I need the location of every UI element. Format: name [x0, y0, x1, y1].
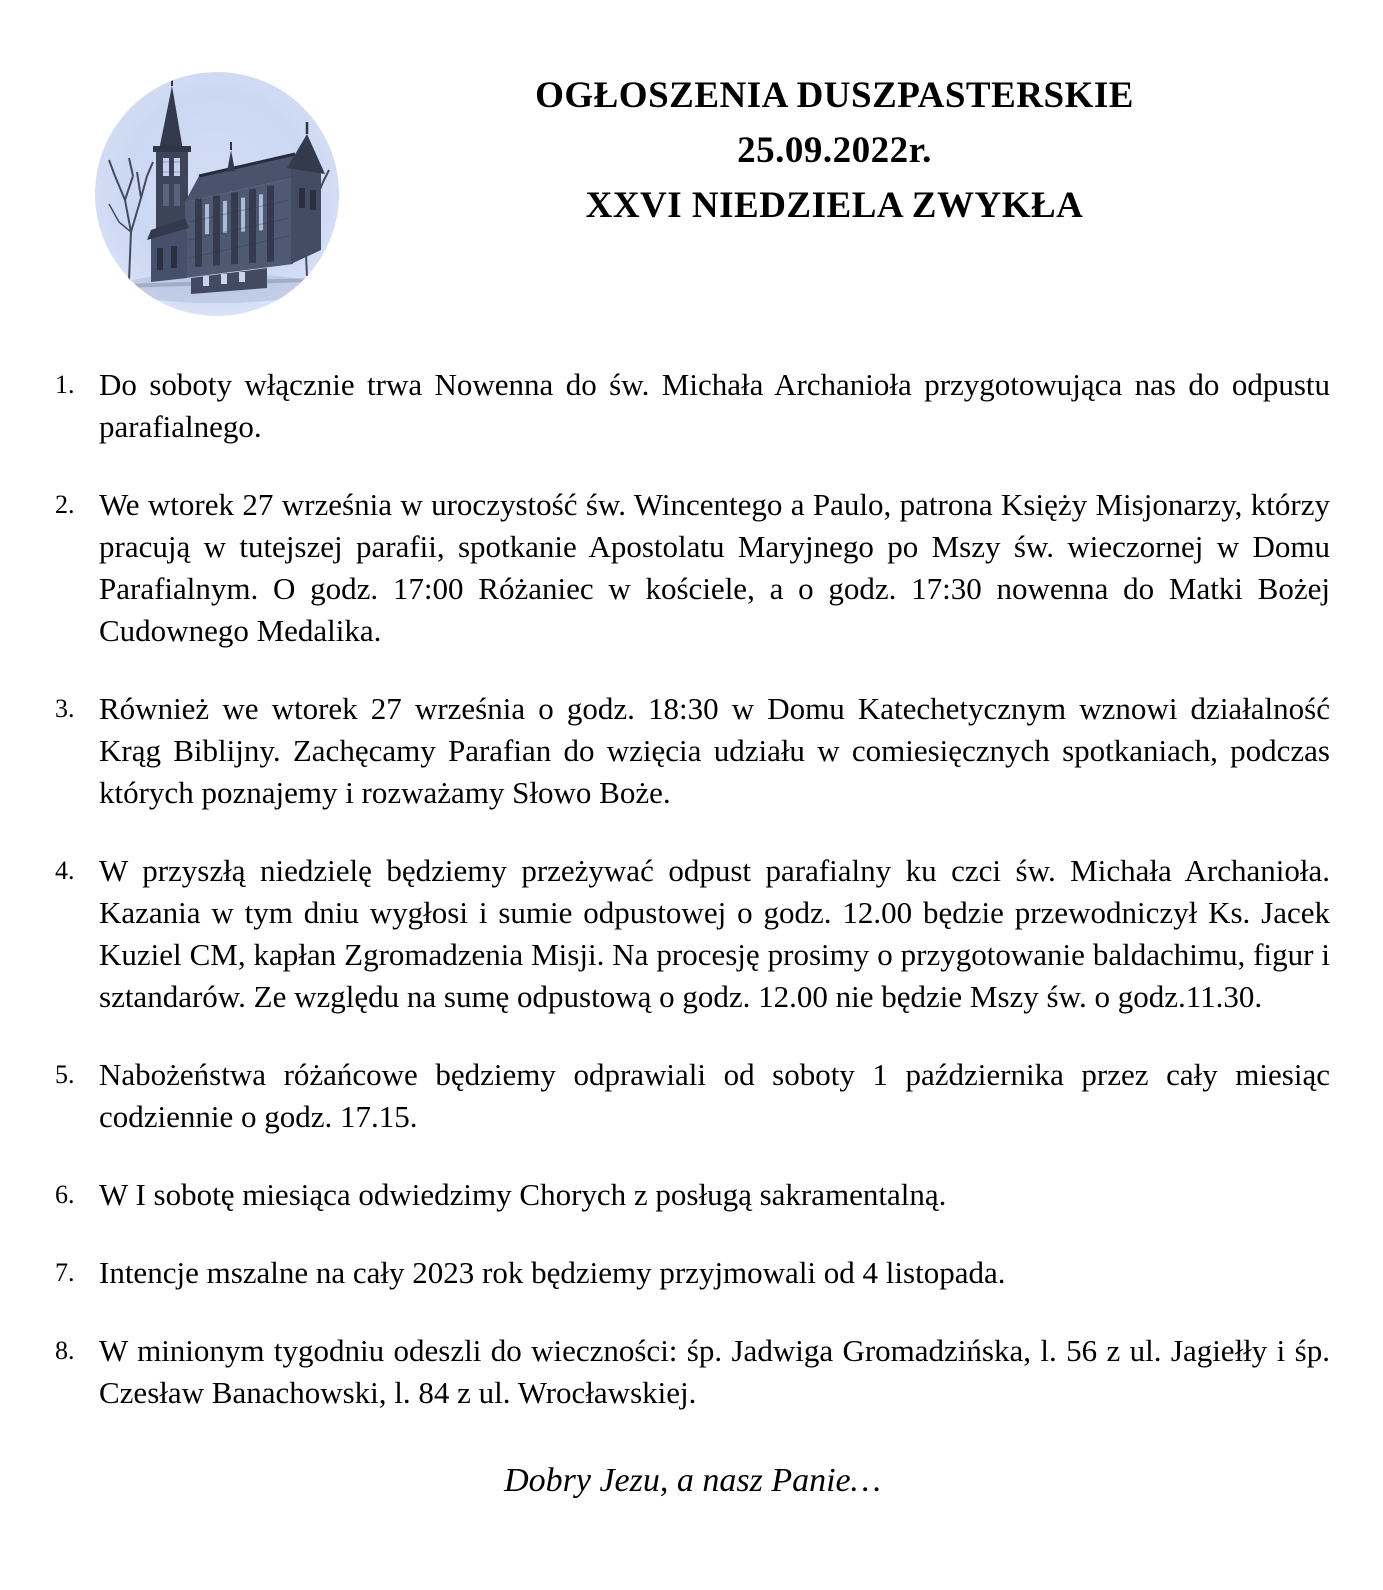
item-number: 4.	[55, 856, 75, 885]
item-text: Intencje mszalne na cały 2023 rok będziemy przyjmowali od 4 listopada.	[99, 1255, 1006, 1290]
church-engraving-image	[95, 72, 339, 316]
item-text: Również we wtorek 27 września o godz. 18:30 w Domu Katechetycznym wznowi działalność Krąg Biblijny. Zachęcamy Parafian do wzięcia udziału w comiesięcznych spotkaniach, podczas których poznajemy i rozważamy Słowo Boże.	[99, 691, 1330, 810]
item-number: 1.	[55, 370, 75, 399]
item-number: 5.	[55, 1060, 75, 1089]
closing-line: Dobry Jezu, a nasz Panie…	[504, 1462, 881, 1499]
item-number: 6.	[55, 1180, 75, 1209]
item-number: 3.	[55, 694, 75, 723]
item-number: 8.	[55, 1336, 75, 1365]
document-header	[55, 58, 1330, 316]
announcement-item-5	[55, 1054, 1330, 1138]
item-text: Nabożeństwa różańcowe będziemy odprawiali od soboty 1 października przez cały miesiąc codziennie o godz. 17.15.	[99, 1057, 1330, 1134]
title-block	[339, 58, 1330, 233]
announcement-item-2	[55, 484, 1330, 652]
announcement-item-1	[55, 364, 1330, 448]
announcement-item-3	[55, 688, 1330, 814]
item-text: Do soboty włącznie trwa Nowenna do św. Michała Archanioła przygotowująca nas do odpustu parafialnego.	[99, 367, 1330, 444]
announcement-item-4	[55, 850, 1330, 1018]
item-text: W przyszłą niedzielę będziemy przeżywać odpust parafialny ku czci św. Michała Archanioła. Kazania w tym dniu wygłosi i sumie odpustowej o godz. 12.00 będzie przewodniczył Ks. Jacek Kuziel CM, kapłan Zgromadzenia Misji. Na procesję prosimy o przygotowanie baldachimu, figur i sztandarów. Ze względu na sumę odpustową o godz. 12.00 nie będzie Mszy św. o godz.11.30.	[99, 853, 1330, 1014]
item-text: W I sobotę miesiąca odwiedzimy Chorych z posługą sakramentalną.	[99, 1177, 947, 1212]
announcement-item-6	[55, 1174, 1330, 1216]
item-number: 7.	[55, 1258, 75, 1287]
document-subtitle: XXVI NIEDZIELA ZWYKŁA	[585, 185, 1084, 226]
announcement-item-7	[55, 1252, 1330, 1294]
document-title: OGŁOSZENIA DUSZPASTERSKIE	[535, 75, 1134, 116]
item-text: W minionym tygodniu odeszli do wieczności: śp. Jadwiga Gromadzińska, l. 56 z ul. Jagiełły i śp. Czesław Banachowski, l. 84 z ul. Wrocławskiej.	[99, 1333, 1330, 1410]
announcement-item-8	[55, 1330, 1330, 1414]
item-number: 2.	[55, 490, 75, 519]
document-date: 25.09.2022r.	[737, 130, 932, 171]
church-illustration-icon	[95, 72, 339, 316]
announcements-list	[55, 364, 1330, 1414]
item-text: We wtorek 27 września w uroczystość św. Wincentego a Paulo, patrona Księży Misjonarzy, którzy pracują w tutejszej parafii, spotkanie Apostolatu Maryjnego po Mszy św. wieczornej w Domu Parafialnym. O godz. 17:00 Różaniec w kościele, a o godz. 17:30 nowenna do Matki Bożej Cudownego Medalika.	[99, 487, 1330, 648]
